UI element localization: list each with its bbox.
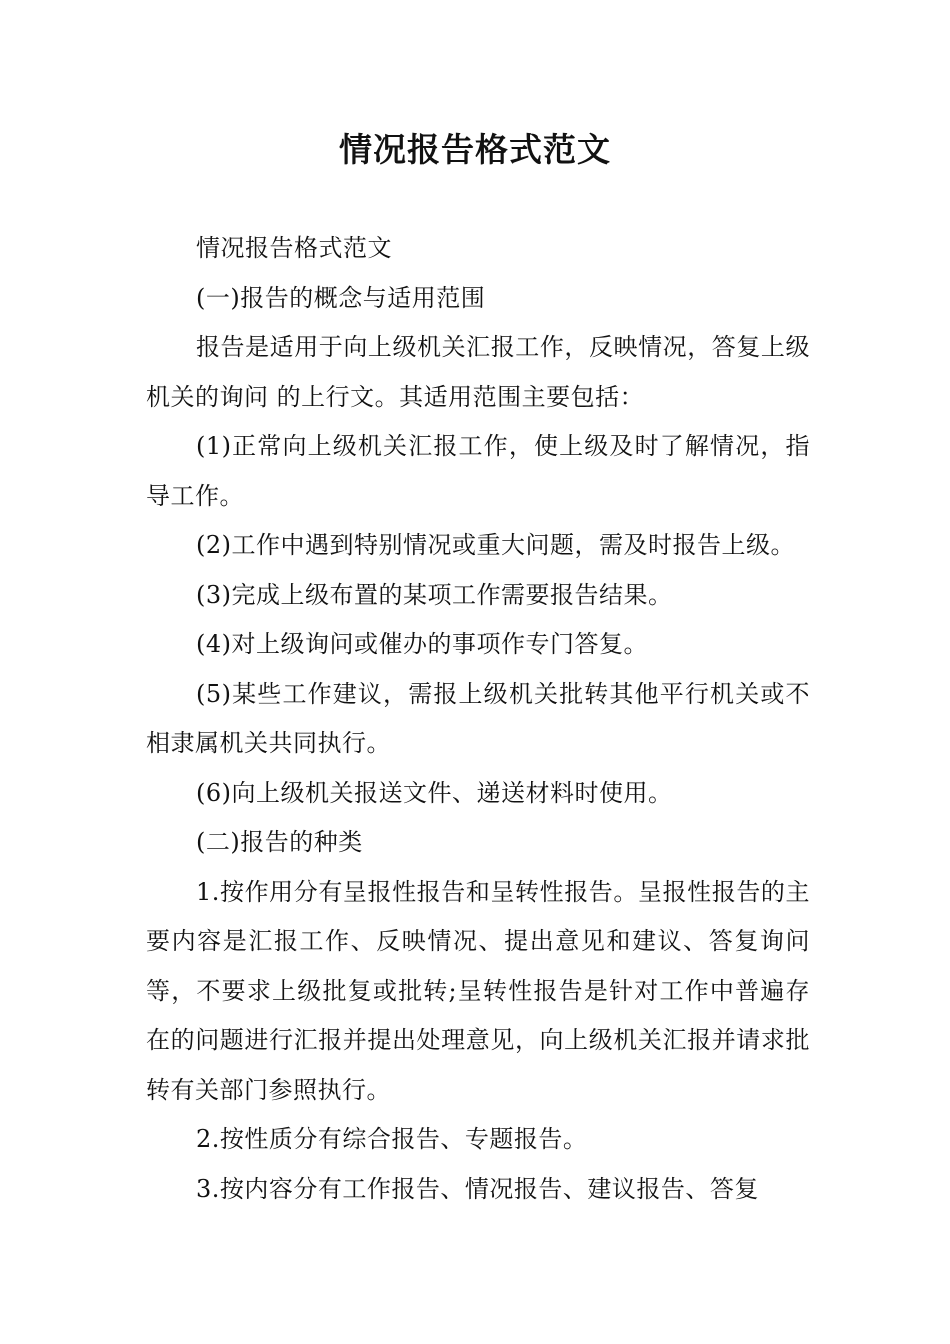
- paragraph: 2.按性质分有综合报告、专题报告。: [196, 1125, 588, 1153]
- list-item: (5)某些工作建议，需报上级机关批转其他平行机关或不相隶属机关共同执行。: [146, 679, 810, 757]
- list-item: (6)向上级机关报送文件、递送材料时使用。: [196, 778, 673, 807]
- list-item: (3)完成上级布置的某项工作需要报告结果。: [196, 580, 673, 609]
- paragraph: 情况报告格式范文: [196, 234, 392, 262]
- section-heading: (二)报告的种类: [196, 828, 363, 856]
- document-body: [146, 224, 810, 1214]
- list-item: (2)工作中遇到特别情况或重大问题，需及时报告上级。: [196, 531, 795, 559]
- paragraph: 报告是适用于向上级机关汇报工作，反映情况，答复上级机关的询问 的上行文。其适用范围主要包括：: [146, 333, 810, 411]
- list-item: (4)对上级询问或催办的事项作专门答复。: [196, 630, 648, 658]
- paragraph: 1.按作用分有呈报性报告和呈转性报告。呈报性报告的主要内容是汇报工作、反映情况、提出意见和建议、答复询问等，不要求上级批复或批转;呈转性报告是针对工作中普遍存在的问题进行汇报并提出处理意见，向上级机关汇报并请求批转有关部门参照执行。: [146, 877, 810, 1104]
- list-item: (1)正常向上级机关汇报工作，使上级及时了解情况，指导工作。: [146, 432, 810, 510]
- document-title: 情况报告格式范文: [339, 130, 611, 169]
- paragraph: 3.按内容分有工作报告、情况报告、建议报告、答复: [196, 1174, 759, 1203]
- section-heading: (一)报告的概念与适用范围: [196, 283, 486, 312]
